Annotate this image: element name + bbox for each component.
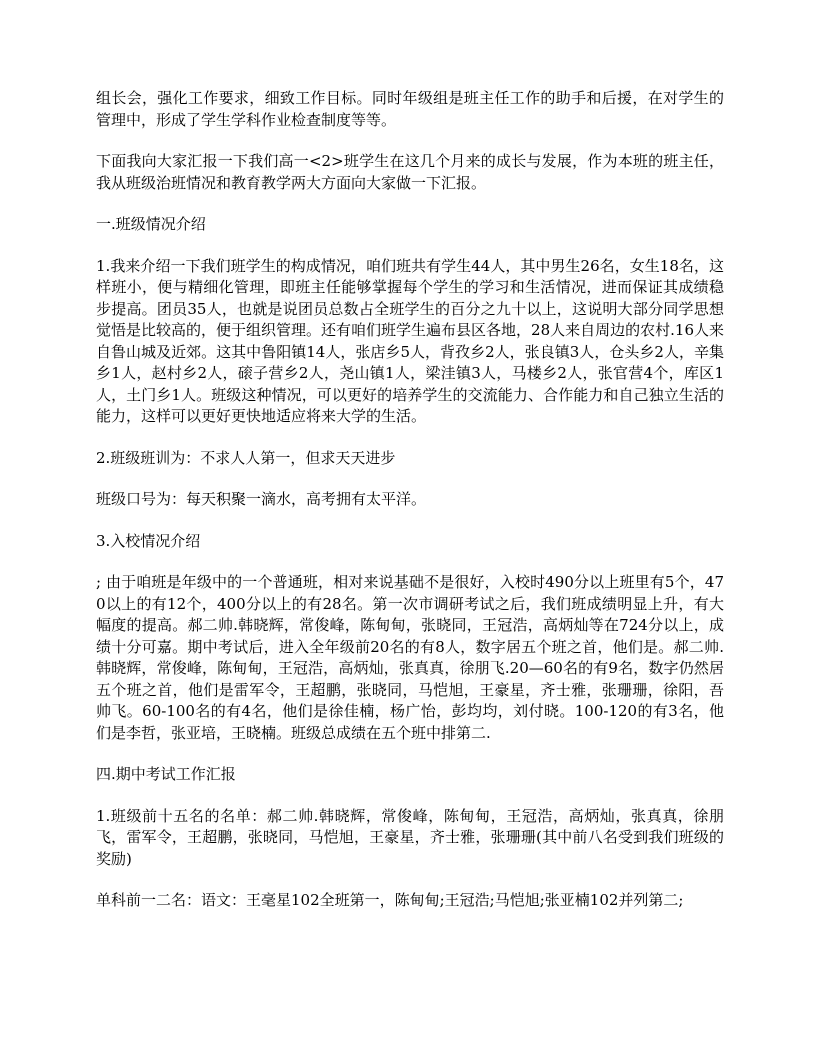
section-heading-midterm-report: 四.期中考试工作汇报 — [96, 765, 236, 783]
document-page — [96, 88, 724, 932]
paragraph-report-intro: 下面我向大家汇报一下我们高一<2>班学生在这几个月来的成长与发展，作为本班的班主任，我从班级治班情况和教育教学两大方面向大家做一下汇报。 — [96, 152, 724, 192]
section-heading-admission: 3.入校情况介绍 — [96, 531, 201, 550]
paragraph-intro-continued: 组长会，强化工作要求，细致工作目标。同时年级组是班主任工作的助手和后援，在对学生的管理中，形成了学生学科作业检查制度等等。 — [96, 89, 724, 129]
paragraph-class-slogan: 班级口号为：每天积聚一滴水，高考拥有太平洋。 — [96, 490, 427, 508]
section-heading-class-overview: 一.班级情况介绍 — [96, 215, 206, 233]
paragraph-top-fifteen: 1.班级前十五名的名单：郝二帅.韩晓辉，常俊峰，陈甸甸，王冠浩，高炳灿，张真真，徐朋飞，雷军令，王超鹏，张晓同，马恺旭，王豪星，齐士雅，张珊珊(其中前八名受到我们班级的奖励) — [96, 806, 724, 868]
paragraph-single-subject-top: 单科前一二名：语文：王毫星102全班第一，陈甸甸;王冠浩;马恺旭;张亚楠102并列第二; — [96, 891, 684, 909]
paragraph-class-composition: 1.我来介绍一下我们班学生的构成情况，咱们班共有学生44人，其中男生26名，女生18名，这样班小，便与精细化管理，即班主任能够掌握每个学生的学习和生活情况，进而保证其成绩稳步提高。团员35人，也就是说团员总数占全班学生的百分之九十以上，这说明大部分同学思想觉悟是比较高的，便于组织管理。还有咱们班学生遍布县区各地，28人来自周边的农村.16人来自鲁山城及近郊。这其中鲁阳镇14人，张店乡5人，背孜乡2人，张良镇3人，仓头乡2人，辛集乡1人，赵村乡2人，磙子营乡2人，尧山镇1人，梁洼镇3人，马楼乡2人，张官营4个，库区1人，土门乡1人。班级这种情况，可以更好的培养学生的交流能力、合作能力和自己独立生活的能力，这样可以更好更快地适应将来大学的生活。 — [96, 256, 724, 425]
paragraph-class-motto: 2.班级班训为：不求人人第一，但求天天进步 — [96, 448, 396, 467]
paragraph-admission-details: ; 由于咱班是年级中的一个普通班，相对来说基础不是很好，入校时490分以上班里有5个，470以上的有12个，400分以上的有28名。第一次市调研考试之后，我们班成绩明显上升，有大幅度的提高。郝二帅.韩晓辉，常俊峰，陈甸甸，张晓同，王冠浩，高炳灿等在724分以上，成绩十分可嘉。期中考试后，进入全年级前20名的有8人，数字居五个班之首，他们是。郝二帅.韩晓辉，常俊峰，陈甸甸，王冠浩，高炳灿，张真真，徐朋飞.20—60名的有9名，数字仍然居五个班之首，他们是雷军令，王超鹏，张晓同，马恺旭，王豪星，齐士雅，张珊珊，徐阳，吾帅飞。60-100名的有4名，他们是徐佳楠，杨广怡，彭均均，刘付晓。100-120的有3名，他们是李哲，张亚培，王晓楠。班级总成绩在五个班中排第二. — [96, 573, 724, 742]
